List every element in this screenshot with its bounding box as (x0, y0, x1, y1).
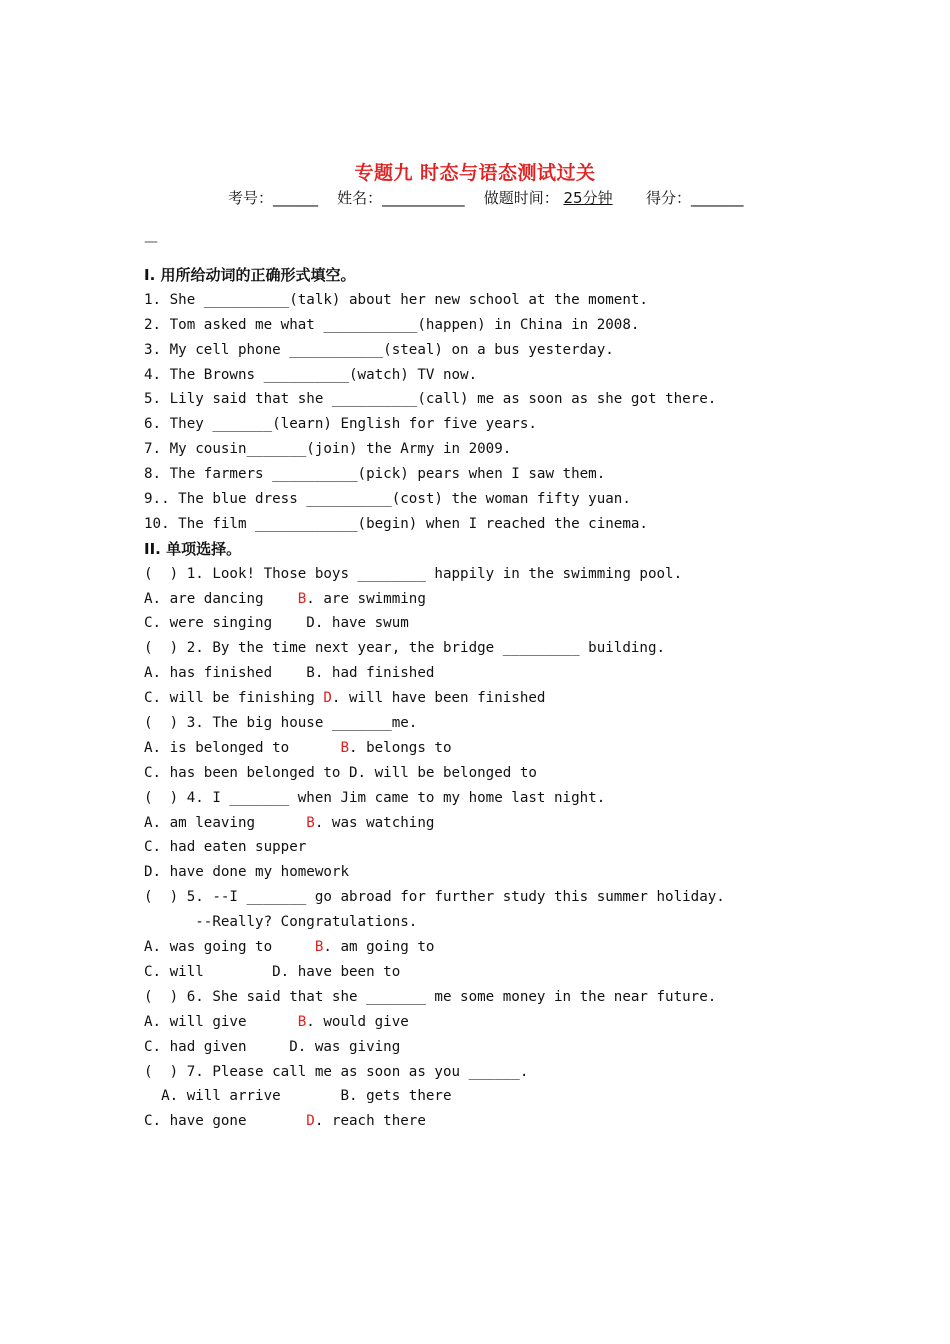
option-line: A. has finished B. had finished (144, 665, 435, 682)
question-stem: ( ) 7. Please call me as soon as you ______. (144, 1063, 529, 1080)
question-stem-continued: --Really? Congratulations. (144, 914, 418, 931)
answer-key: B (314, 939, 324, 956)
exam-number-field: 考号：______ (228, 189, 319, 207)
fill-item: 3. My cell phone ___________(steal) on a bus yesterday. (144, 341, 614, 358)
option-line: A. is belonged to B. belongs to (144, 739, 452, 756)
exam-info-line (228, 187, 743, 208)
exercise-content (144, 263, 904, 1134)
question-stem: ( ) 6. She said that she _______ me some money in the near future. (144, 988, 717, 1005)
question-stem: ( ) 3. The big house _______me. (144, 715, 418, 732)
answer-key: D (323, 690, 332, 707)
option-line: C. were singing D. have swum (144, 615, 409, 632)
fill-item: 10. The film ____________(begin) when I reached the cinema. (144, 515, 648, 532)
answer-key: B (306, 814, 315, 831)
fill-item: 4. The Browns __________(watch) TV now. (144, 366, 478, 383)
time-value: 25分钟 (563, 189, 613, 207)
option-line: C. had given D. was giving (144, 1038, 401, 1055)
option-line: C. had eaten supper (144, 839, 307, 856)
answer-key: B (297, 1013, 307, 1030)
option-line: C. will be finishing D. will have been finished (144, 690, 546, 707)
answer-key: B (297, 590, 307, 607)
fill-item: 6. They _______(learn) English for five years. (144, 416, 537, 433)
section-2-heading: II. 单项选择。 (144, 539, 242, 558)
page-title: 专题九 时态与语态测试过关 (354, 162, 596, 184)
option-line: C. will D. have been to (144, 963, 401, 980)
section-1-heading: I. 用所给动词的正确形式填空。 (144, 266, 356, 284)
option-line: A. am leaving B. was watching (144, 814, 435, 831)
question-stem: ( ) 2. By the time next year, the bridge _________ building. (144, 640, 666, 657)
time-label: 做题时间： (483, 189, 559, 207)
fill-item: 2. Tom asked me what ___________(happen) in China in 2008. (144, 316, 640, 333)
fill-item: 1. She __________(talk) about her new school at the moment. (144, 291, 648, 308)
name-field: 姓名：___________ (337, 189, 465, 207)
fill-item: 5. Lily said that she __________(call) me as soon as she got there. (144, 391, 717, 408)
fill-item: 9.. The blue dress __________(cost) the woman fifty yuan. (144, 491, 631, 508)
question-stem: ( ) 5. --I _______ go abroad for further study this summer holiday. (144, 889, 725, 906)
option-line: C. have gone D. reach there (144, 1113, 426, 1130)
score-field: 得分：_______ (645, 189, 744, 207)
fill-item: 7. My cousin_______(join) the Army in 2009. (144, 441, 512, 458)
separator-dash: — (144, 234, 158, 250)
question-stem: ( ) 4. I _______ when Jim came to my home last night. (144, 789, 606, 806)
answer-key: B (340, 739, 350, 756)
option-line: D. have done my homework (144, 864, 349, 881)
option-line: A. will give B. would give (144, 1013, 409, 1030)
option-line: A. are dancing B. are swimming (144, 590, 426, 607)
option-line: C. has been belonged to D. will be belonged to (144, 764, 537, 781)
answer-key: D (306, 1113, 315, 1130)
option-line: A. will arrive B. gets there (144, 1088, 452, 1105)
fill-item: 8. The farmers __________(pick) pears when I saw them. (144, 466, 606, 483)
option-line: A. was going to B. am going to (144, 939, 435, 956)
question-stem: ( ) 1. Look! Those boys ________ happily in the swimming pool. (144, 565, 683, 582)
